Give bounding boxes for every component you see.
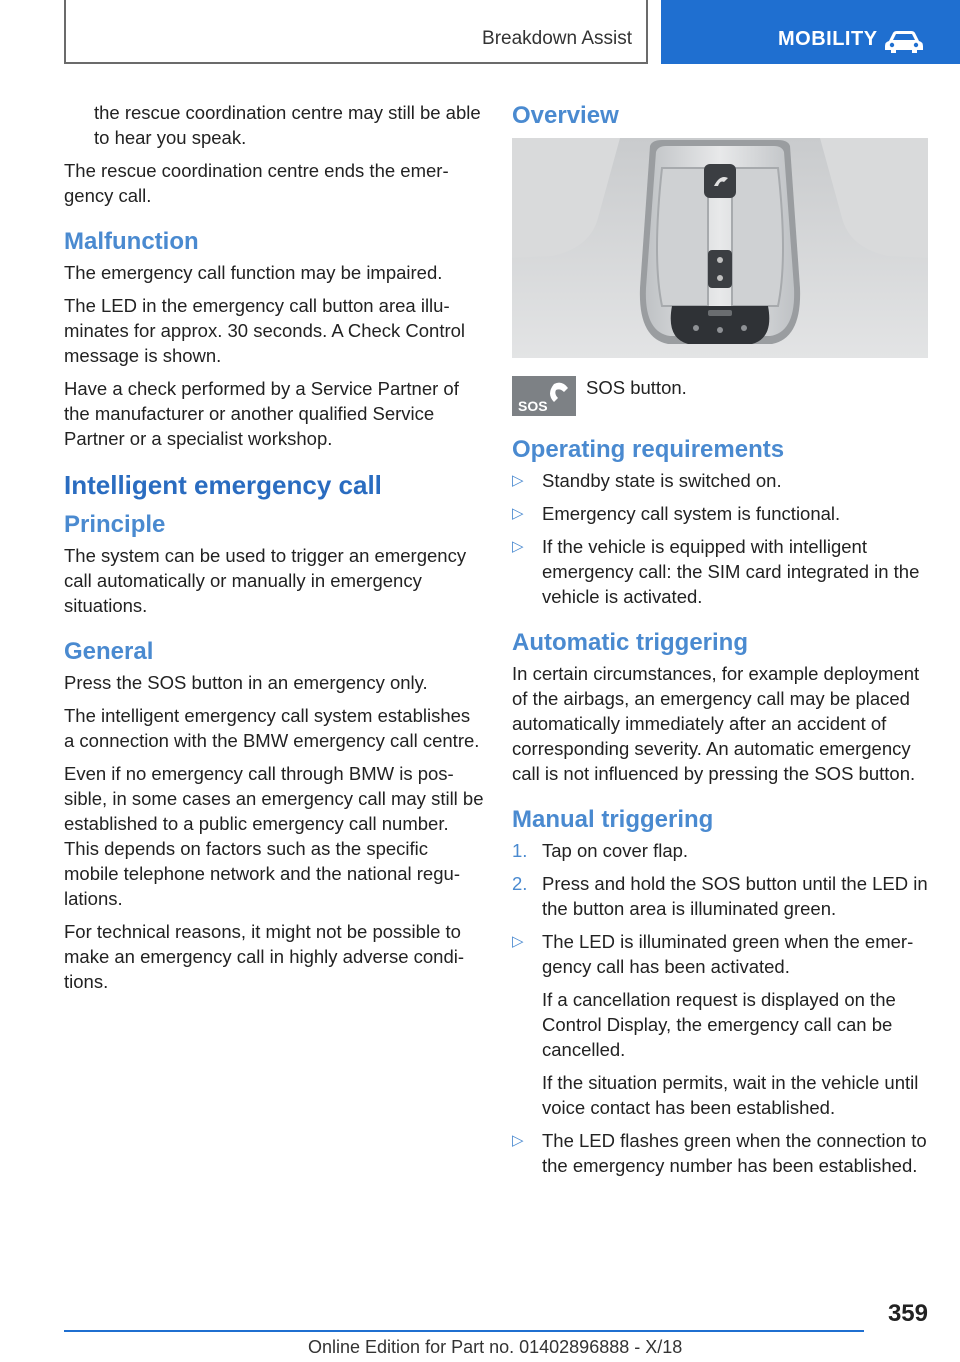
list-item-text: Emergency call system is functional. <box>542 503 841 524</box>
heading-automatic-triggering: Automatic triggering <box>512 629 749 656</box>
heading-intelligent-emergency-call: Intelligent emergency call <box>64 470 382 500</box>
list-item <box>512 501 930 526</box>
paragraph-call-end: The rescue coordination centre ends the emergency call. <box>64 160 449 206</box>
heading-principle: Principle <box>64 511 166 538</box>
notes-list <box>512 929 930 1178</box>
heading-malfunction: Malfunction <box>64 228 199 255</box>
chapter-tab[interactable] <box>661 0 960 64</box>
sos-legend <box>512 376 930 416</box>
list-item <box>512 468 930 493</box>
edition-footer: Online Edition for Part no. 01402896888 - X/18 <box>308 1337 683 1357</box>
right-column <box>512 100 930 1186</box>
chapter-label: MOBILITY <box>778 28 878 50</box>
sos-caption: SOS button. <box>586 377 687 398</box>
paragraph-malfunction-1: The emergency call function may be impaired. <box>64 262 443 283</box>
paragraph-malfunction-2: The LED in the emergency call button area illuminates for approx. 30 seconds. A Check Control message is shown. <box>64 295 466 366</box>
roof-console-photo <box>512 138 928 358</box>
car-icon <box>883 29 925 55</box>
list-item-text: The LED flashes green when the connection to the emergency number has been established. <box>542 1130 927 1176</box>
list-item-text: The LED is illuminated green when the emergency call has been activated. <box>542 931 914 977</box>
triangle-bullet-icon: ▷ <box>512 1132 524 1149</box>
footer-divider <box>64 1330 864 1332</box>
paragraph-general-1: Press the SOS button in an emergency only. <box>64 672 428 693</box>
roof-console-illustration <box>512 138 928 358</box>
steps-list <box>512 838 930 921</box>
triangle-bullet-icon: ▷ <box>512 538 524 555</box>
heading-general: General <box>64 638 154 665</box>
paragraph-general-3: Even if no emergency call through BMW is possible, in some cases an emergency call may still be established to a public emergency call number. This depends on factors such as the specific mobile telephone network and the national regulations. <box>64 763 484 909</box>
paragraph-malfunction-3: Have a check performed by a Service Partner of the manufacturer or another qualified Service Partner or a specialist workshop. <box>64 378 459 449</box>
step-number: 1. <box>512 840 528 861</box>
left-column <box>64 100 484 1002</box>
step-text: Press and hold the SOS button until the LED in the button area is illuminated green. <box>542 873 928 919</box>
triangle-bullet-icon: ▷ <box>512 933 524 950</box>
list-item-subtext: If a cancellation request is displayed on the Control Display, the emergency call can be cancelled. <box>542 989 896 1060</box>
heading-operating-requirements: Operating requirements <box>512 436 785 463</box>
section-title: Breakdown Assist <box>482 28 632 49</box>
triangle-bullet-icon: ▷ <box>512 505 524 522</box>
paragraph-principle: The system can be used to trigger an emergency call automatically or manually in emergency situations. <box>64 545 467 616</box>
list-item-subtext: If the situation permits, wait in the vehicle until voice contact has been established. <box>542 1072 919 1118</box>
page-number: 359 <box>887 1300 928 1327</box>
list-item-text: Standby state is switched on. <box>542 470 782 491</box>
paragraph-general-2: The intelligent emergency call system establishes a connection with the BMW emergency call centre. <box>64 705 480 751</box>
sos-button-icon <box>512 376 576 416</box>
step-text: Tap on cover flap. <box>542 840 689 861</box>
list-item <box>512 534 930 609</box>
step-number: 2. <box>512 873 528 894</box>
list-item <box>512 1128 930 1178</box>
list-item <box>512 929 930 1120</box>
paragraph-general-4: For technical reasons, it might not be possible to make an emergency call in highly adverse conditions. <box>64 921 465 992</box>
paragraph-automatic: In certain circumstances, for example deployment of the airbags, an emergency call may be placed automatically immediately after an accident of corresponding severity. An automatic emergency call is not influenced by pressing the SOS button. <box>512 663 920 784</box>
paragraph-continued: the rescue coordination centre may still be able to hear you speak. <box>94 102 481 148</box>
sos-icon-label: SOS <box>518 398 548 414</box>
triangle-bullet-icon: ▷ <box>512 472 524 489</box>
heading-manual-triggering: Manual triggering <box>512 806 714 833</box>
step-item <box>512 838 930 863</box>
list-item-text: If the vehicle is equipped with intelligent emergency call: the SIM card integrated in the vehicle is activated. <box>542 536 920 607</box>
step-item <box>512 871 930 921</box>
requirements-list <box>512 468 930 609</box>
heading-overview: Overview <box>512 102 619 129</box>
